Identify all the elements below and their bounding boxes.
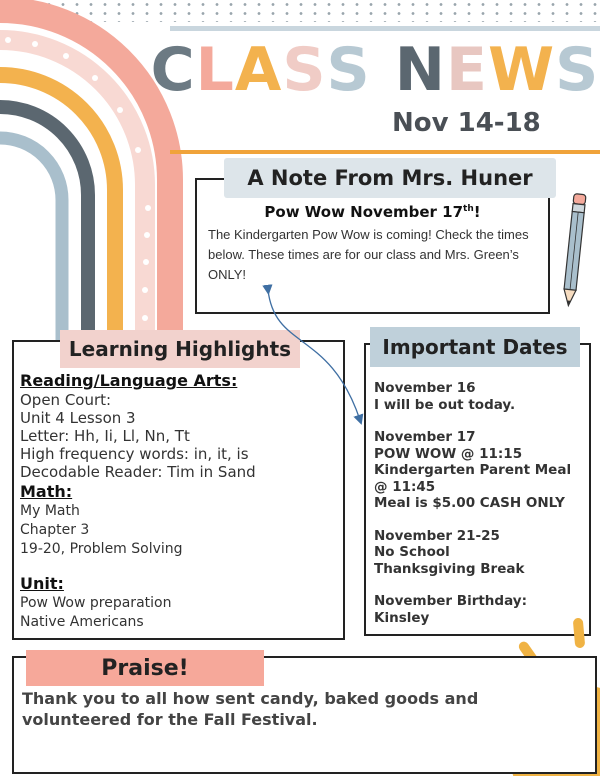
- unit-line: Pow Wow preparation: [20, 595, 172, 611]
- title-letter: E: [445, 35, 488, 105]
- note-subtitle-end: !: [473, 203, 481, 221]
- pencil-icon: [563, 192, 587, 312]
- math-line: 19-20, Problem Solving: [20, 541, 183, 557]
- title-letter: A: [234, 35, 283, 105]
- note-subtitle-sup: th: [463, 204, 474, 214]
- learning-highlights-body: [20, 370, 340, 632]
- date-line: I will be out today.: [374, 396, 516, 413]
- date-line: November Birthday:: [374, 593, 527, 609]
- reading-line: Open Court:: [20, 391, 112, 409]
- important-dates-header: Important Dates: [370, 327, 580, 367]
- title-letter: N: [394, 35, 446, 105]
- date-line: November 21-25: [374, 527, 500, 544]
- date-range: Nov 14-18: [392, 108, 541, 138]
- note-header: A Note From Mrs. Huner: [224, 158, 556, 198]
- note-subtitle: [200, 203, 545, 221]
- title-letter: C: [150, 35, 196, 105]
- date-line: Kindergarten Parent Meal @ 11:45: [374, 462, 572, 495]
- praise-header: Praise!: [26, 650, 264, 686]
- title-letter: L: [195, 35, 235, 105]
- date-line: POW WOW @ 11:15: [374, 445, 523, 462]
- date-block: [374, 380, 589, 413]
- title-letter: S: [282, 35, 327, 105]
- reading-line: High frequency words: in, it, is: [20, 445, 249, 463]
- date-block: [374, 429, 589, 512]
- note-body: The Kindergarten Pow Wow is coming! Check the times below. These times are for our class and Mrs. Green’s ONLY!: [208, 227, 529, 282]
- date-line: November 16: [374, 380, 476, 396]
- math-section-title: Math:: [20, 482, 73, 501]
- praise-body: Thank you to all how sent candy, baked goods and volunteered for the Fall Festival.: [22, 689, 479, 729]
- date-line: Meal is $5.00 CASH ONLY: [374, 495, 565, 511]
- date-line: No School: [374, 544, 450, 560]
- date-block: [374, 528, 589, 578]
- reading-section-title: Reading/Language Arts:: [20, 371, 238, 390]
- rainbow-arc-5: [0, 138, 62, 345]
- date-line: Kinsley: [374, 609, 430, 626]
- title-letter: W: [487, 35, 556, 105]
- date-line: November 17: [374, 429, 476, 445]
- reading-line: Letter: Hh, Ii, Ll, Nn, Tt: [20, 427, 190, 445]
- rainbow-arc-2: [0, 40, 145, 345]
- reading-line: Unit 4 Lesson 3: [20, 409, 136, 427]
- title-letter: S: [555, 35, 600, 105]
- math-line: Chapter 3: [20, 522, 90, 538]
- gold-divider: [170, 150, 600, 154]
- math-line: My Math: [20, 503, 80, 519]
- learning-highlights-header: Learning Highlights: [60, 330, 300, 368]
- unit-section-title: Unit:: [20, 574, 64, 593]
- date-line: Thanksgiving Break: [374, 560, 525, 577]
- unit-line: Native Americans: [20, 614, 144, 630]
- reading-line: Decodable Reader: Tim in Sand: [20, 463, 256, 481]
- note-subtitle-main: Pow Wow November 17: [264, 203, 464, 221]
- newsletter-title: [150, 30, 600, 110]
- title-letter: S: [326, 35, 371, 105]
